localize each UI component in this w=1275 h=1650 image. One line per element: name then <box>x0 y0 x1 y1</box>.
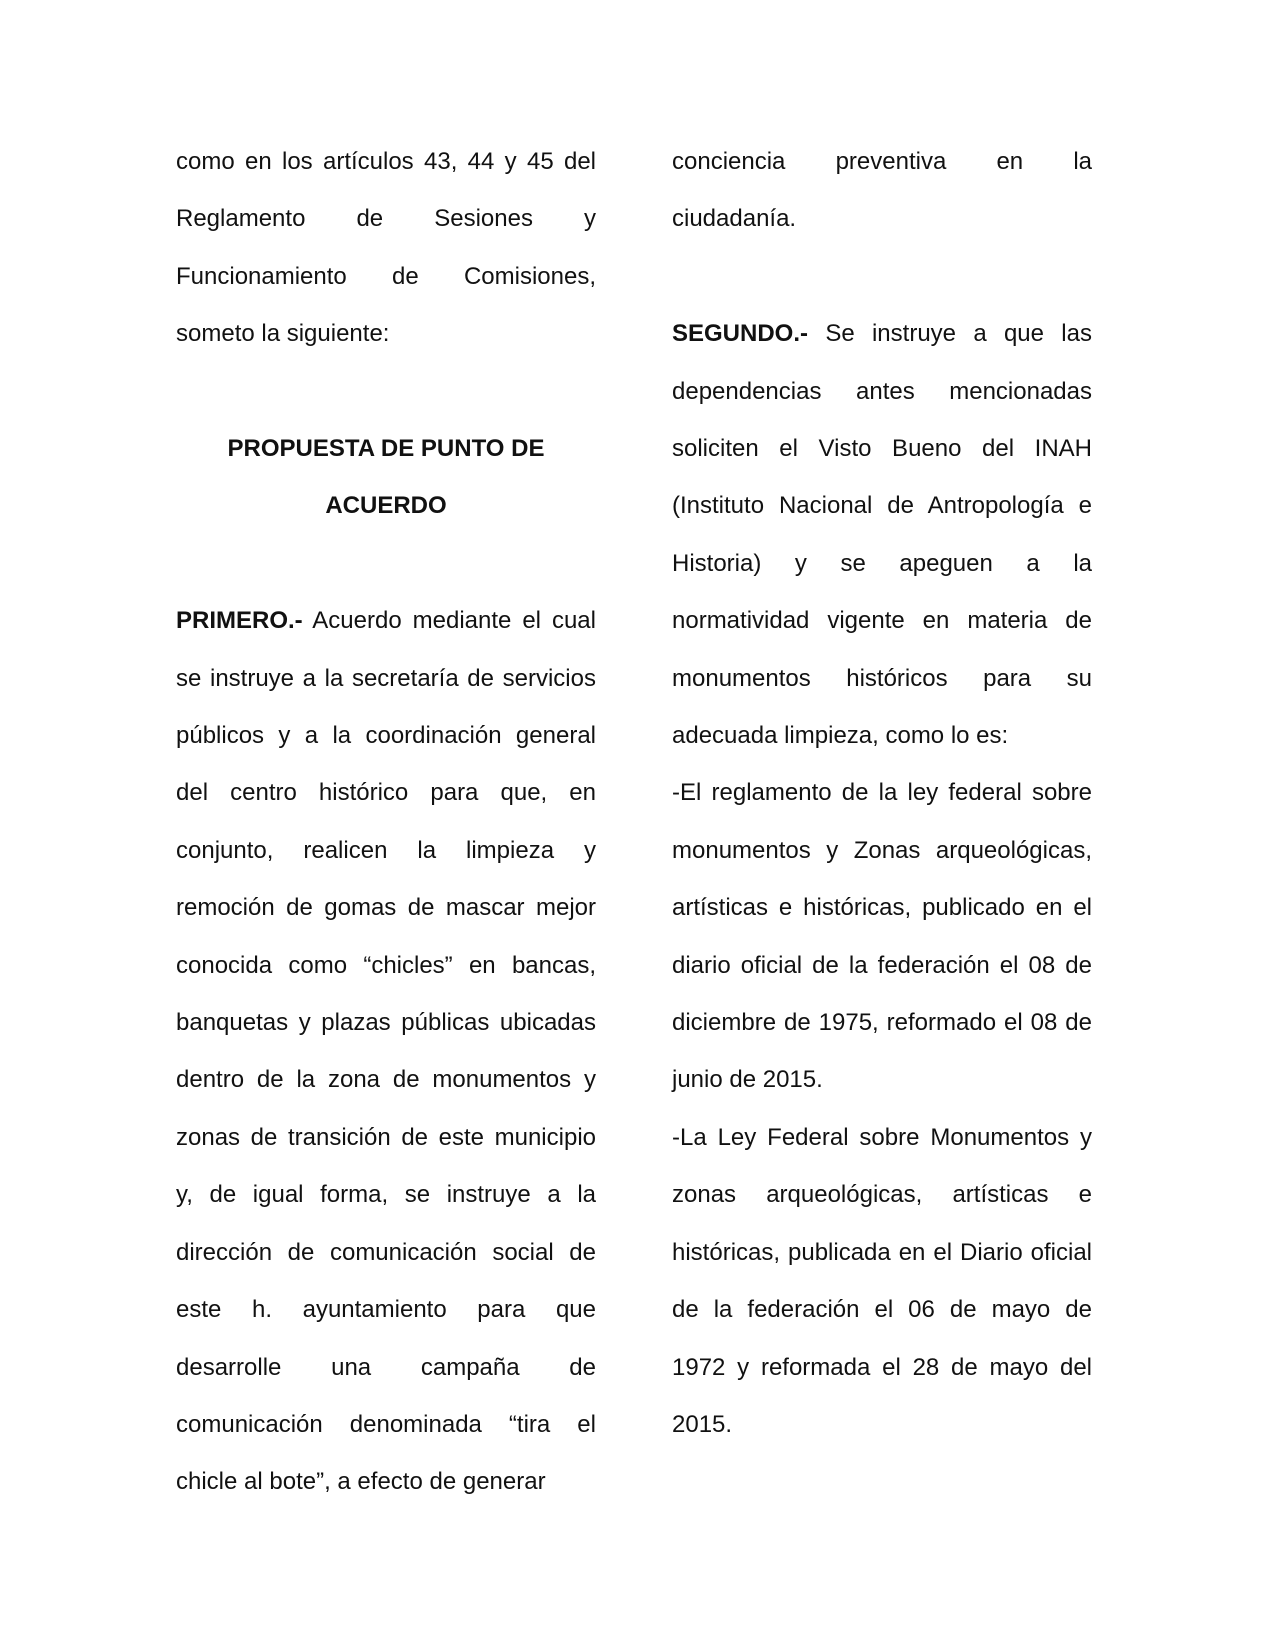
primero-text: Acuerdo mediante el cual se instruye a la secretaría de servicios públicos y a la coordinación general del centro histórico para que, en conjunto, realicen la limpieza y remoción de gomas de mascar mejor conocida como “chicles” en bancas, banquetas y plazas públicas ubicadas dentro de la zona de monumentos y zonas de transición de este municipio y, de igual forma, se instruye a la dirección de comunicación social de este h. ayuntamiento para que desarrolle una campaña de comunicación denominada “tira el chicle al bote”, a efecto de generar <box>176 607 596 1496</box>
segundo-text: Se instruye a que las dependencias antes mencionadas soliciten el Visto Bueno del INAH (Instituto Nacional de Antropología e Historia) y se apeguen a la normatividad vigente en materia de monumentos históricos para su adecuada limpieza, como lo es: <box>672 320 1092 750</box>
list-item-2: -La Ley Federal sobre Monumentos y zonas arqueológicas, artísticas e históricas, publicada en el Diario oficial de la federación el 06 de mayo de 1972 y reformada el 28 de mayo del 2015. <box>672 1123 1092 1438</box>
right-column <box>672 133 1092 1453</box>
left-column <box>176 133 596 1511</box>
heading-line-1: PROPUESTA DE PUNTO DE <box>227 435 545 463</box>
heading-line-2: ACUERDO <box>325 492 447 520</box>
spacer <box>672 248 1092 305</box>
segundo-label: SEGUNDO.- <box>672 320 809 348</box>
intro-paragraph: como en los artículos 43, 44 y 45 del Reglamento de Sesiones y Funcionamiento de Comisiones, someto la siguiente: <box>176 148 596 348</box>
segundo-paragraph <box>672 305 1092 764</box>
primero-paragraph <box>176 592 596 1511</box>
continuation-paragraph: conciencia preventiva en la ciudadanía. <box>672 148 1092 233</box>
primero-label: PRIMERO.- <box>176 607 303 635</box>
spacer <box>176 535 596 592</box>
list-item-1: -El reglamento de la ley federal sobre monumentos y Zonas arqueológicas, artísticas e históricas, publicado en el diario oficial de la federación el 08 de diciembre de 1975, reformado el 08 de junio de 2015. <box>672 779 1092 1094</box>
spacer <box>176 363 596 420</box>
